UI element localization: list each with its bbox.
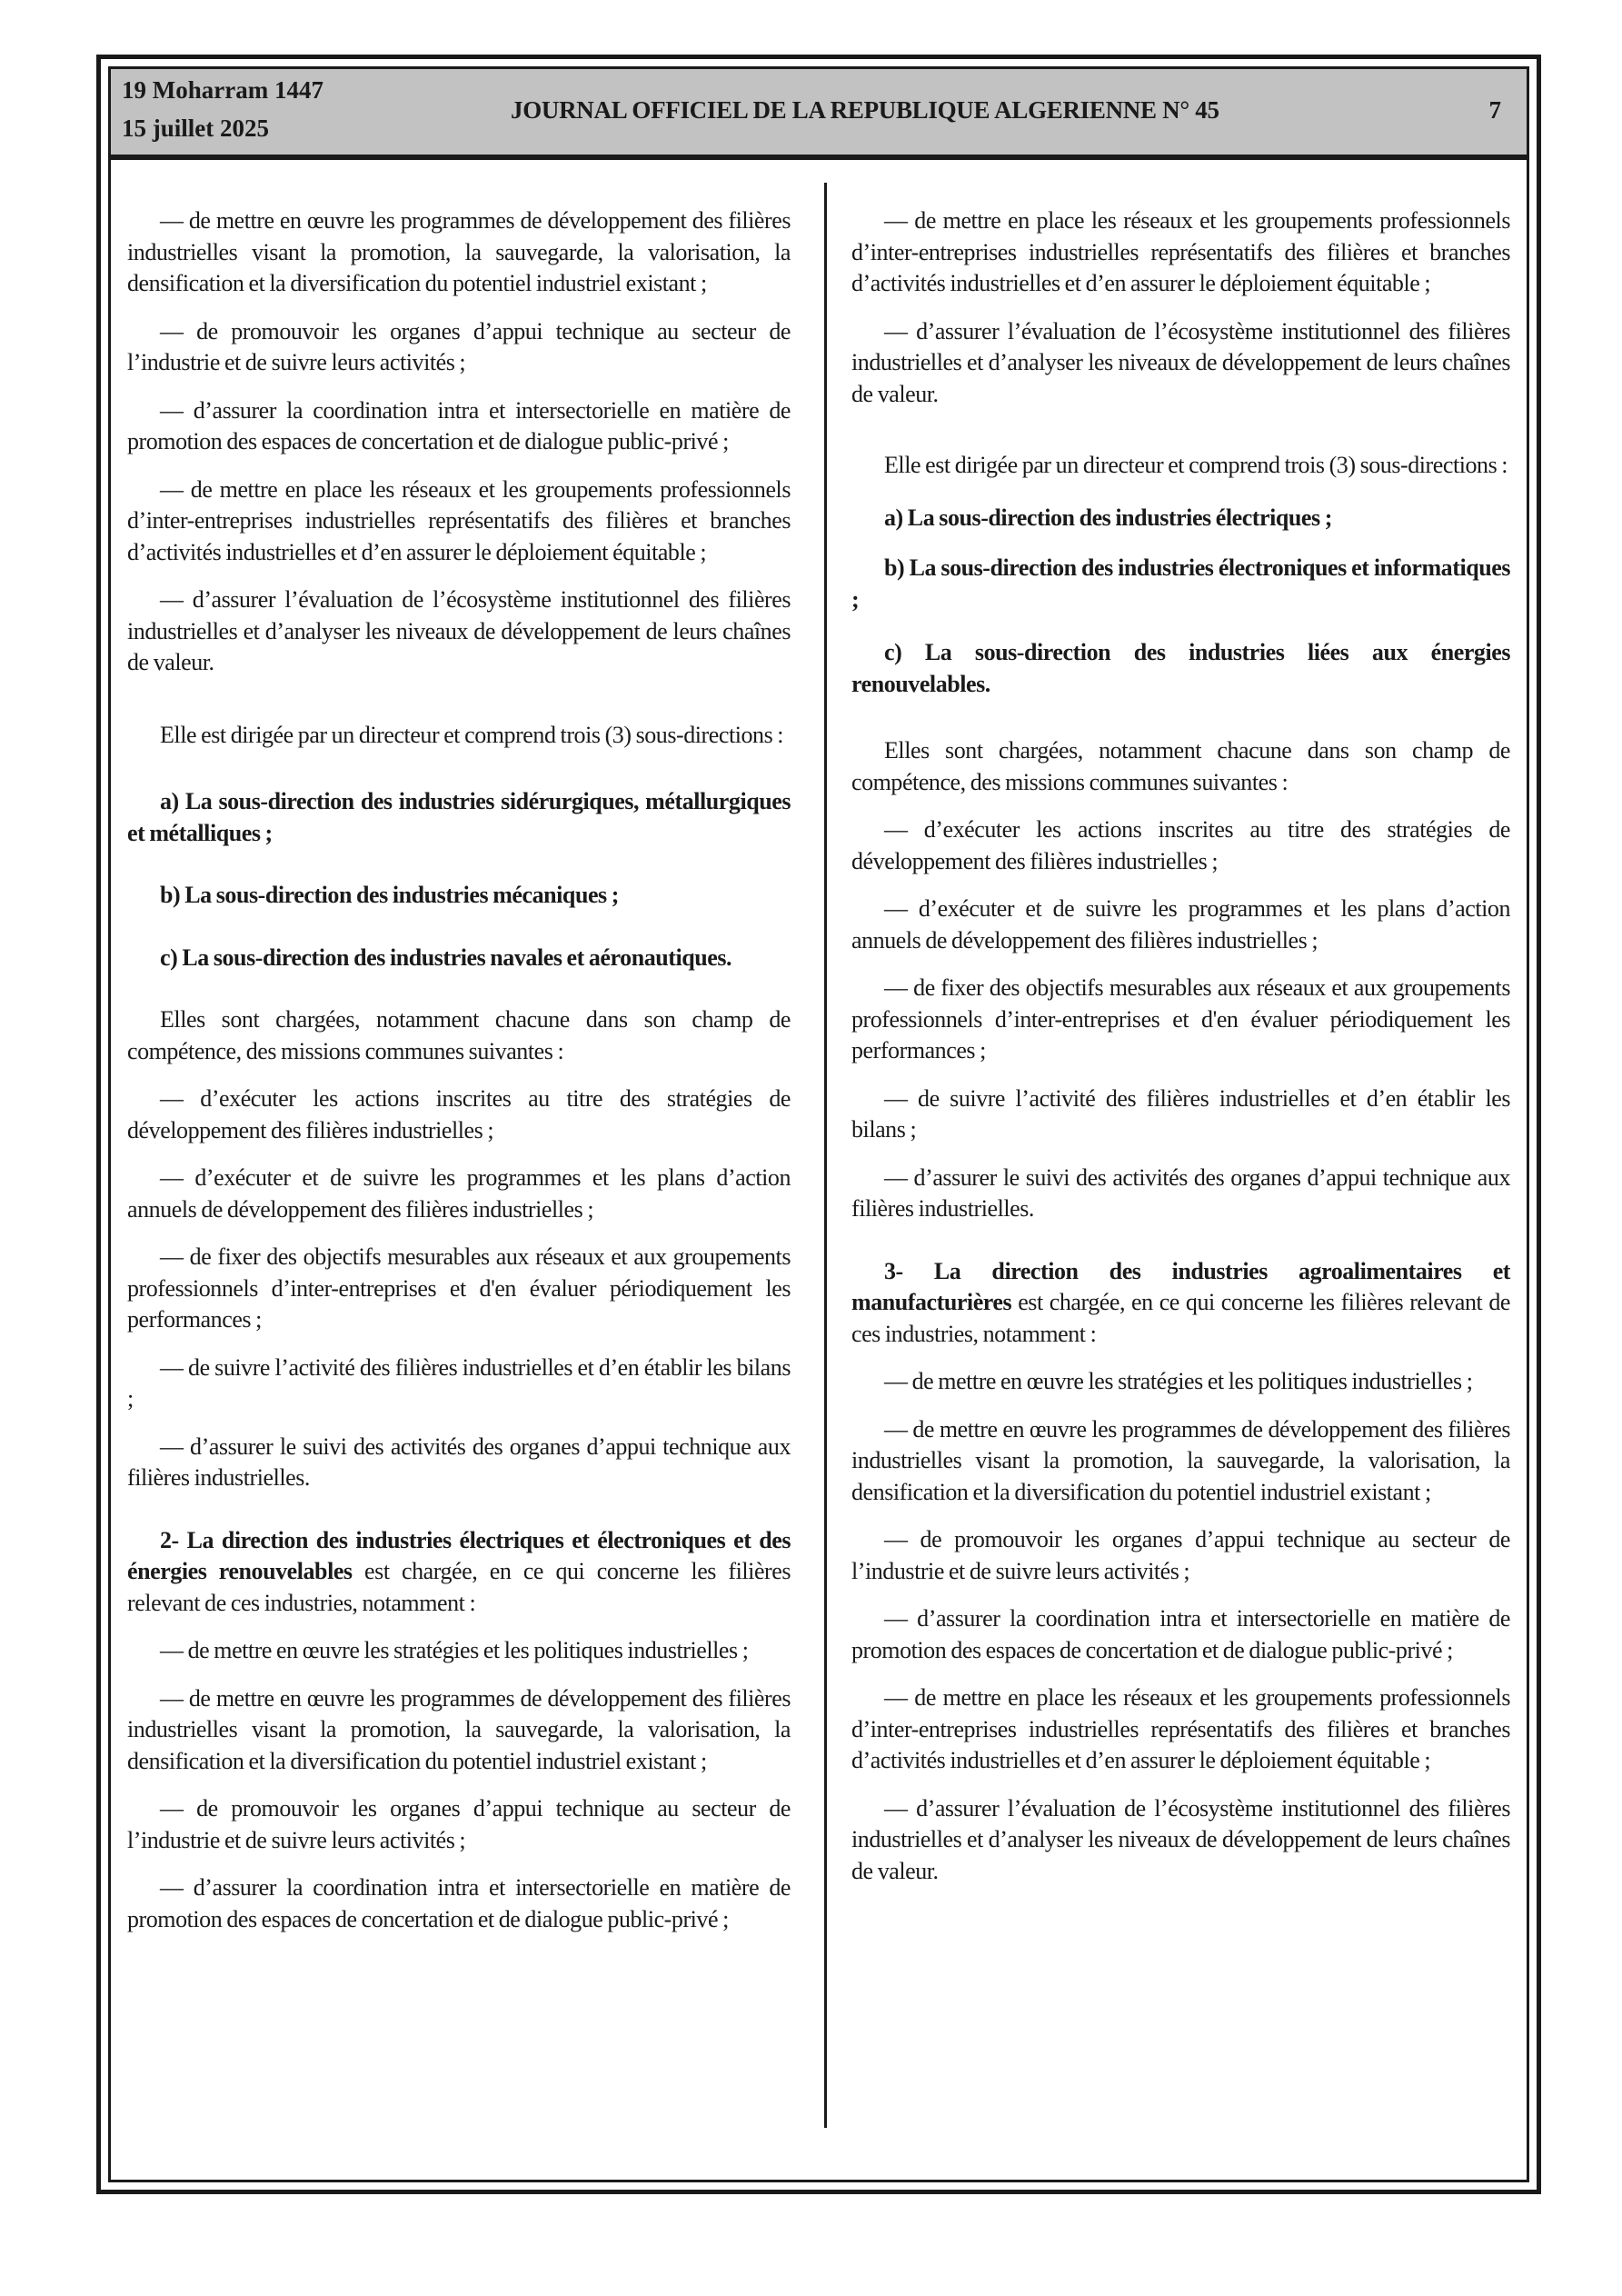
column-divider [824,183,827,2128]
paragraph [851,1414,1510,1509]
paragraph [127,1793,791,1856]
bold-heading: b) La sous-direction des industries mécaniques ; [160,882,619,908]
paragraph-text: — d’assurer le suivi des activités des organes d’appui technique aux filières industrielles. [127,1433,791,1491]
paragraph [127,316,791,379]
paragraph-text: — d’assurer le suivi des activités des organes d’appui technique aux filières industrielles. [851,1163,1510,1222]
paragraph [127,584,791,679]
paragraph [851,1603,1510,1666]
paragraph [851,1524,1510,1587]
paragraph-text: — d’assurer la coordination intra et intersectorielle en matière de promotion des espaces de concertation et de dialogue public-privé ; [127,1874,791,1932]
paragraph-text: — de suivre l’activité des filières industrielles et d’en établir les bilans ; [851,1084,1510,1143]
paragraph [127,1163,791,1225]
paragraph [851,735,1510,798]
paragraph [851,205,1510,300]
paragraph [127,1525,791,1620]
paragraph [127,943,791,974]
paragraph-text: — de promouvoir les organes d’appui technique au secteur de l’industrie et de suivre leurs activités ; [127,1795,791,1853]
paragraph-text: Elles sont chargées, notamment chacune dans son champ de compétence, des missions communes suivantes : [851,737,1510,795]
paragraph [851,503,1510,534]
paragraph [127,1872,791,1935]
left-column [127,205,791,1935]
paragraph-text: — de mettre en place les réseaux et les groupements professionnels d’inter-entreprises industrielles représentatifs des filières et branches d’activités industrielles et d’en assurer le déploiement équitable ; [851,1684,1510,1773]
bold-heading: a) La sous-direction des industries électriques ; [884,504,1332,531]
paragraph-text: Elle est dirigée par un directeur et comprend trois (3) sous-directions : [160,721,784,748]
paragraph [127,474,791,569]
paragraph [127,1683,791,1778]
bold-heading: 3- La direction des industries agroalimentaires et manufacturières [851,1257,1510,1315]
paragraph [851,1083,1510,1146]
right-column [851,205,1510,1887]
paragraph [851,814,1510,877]
hijri-date: 19 Moharram 1447 [122,76,323,104]
paragraph-text: — d’assurer l’évaluation de l’écosystème institutionnel des filières industrielles et d’analyser les niveaux de développement de leurs chaînes de valeur. [127,586,791,675]
paragraph [851,1366,1510,1398]
paragraph-text: est chargée, en ce qui concerne les filières relevant de ces industries, notamment : [851,1289,1510,1347]
paragraph-text: — d’assurer la coordination intra et intersectorielle en matière de promotion des espaces de concertation et de dialogue public-privé ; [851,1605,1510,1663]
paragraph [851,1256,1510,1351]
paragraph [127,1353,791,1415]
paragraph-text: — de promouvoir les organes d’appui technique au secteur de l’industrie et de suivre leurs activités ; [851,1526,1510,1584]
paragraph-text: — d’assurer la coordination intra et intersectorielle en matière de promotion des espaces de concertation et de dialogue public-privé ; [127,396,791,454]
paragraph-text: — de mettre en place les réseaux et les groupements professionnels d’inter-entreprises industrielles représentatifs des filières et branches d’activités industrielles et d’en assurer le déploiement équitable ; [127,475,791,565]
paragraph-text: — de fixer des objectifs mesurables aux réseaux et aux groupements professionnels d’inter-entreprises et d'en évaluer périodiquement les performances ; [851,974,1510,1063]
paragraph-text: — de mettre en œuvre les programmes de développement des filières industrielles visant la promotion, la sauvegarde, la valorisation, la densification et la diversification du potentiel industriel existant ; [127,207,791,296]
bold-heading: c) La sous-direction des industries navales et aéronautiques. [160,943,732,971]
bold-heading: c) La sous-direction des industries liées aux énergies renouvelables. [851,639,1510,697]
paragraph [851,1682,1510,1777]
paragraph-text: — de mettre en place les réseaux et les groupements professionnels d’inter-entreprises industrielles représentatifs des filières et branches d’activités industrielles et d’en assurer le déploiement équitable ; [851,207,1510,296]
paragraph [851,893,1510,956]
paragraph [127,1242,791,1336]
paragraph [127,205,791,300]
paragraph [127,395,791,458]
bold-heading: 2- La direction des industries électriques et électroniques et des énergies renouvelables [127,1526,791,1584]
paragraph-text: — de mettre en œuvre les stratégies et les politiques industrielles ; [884,1368,1473,1394]
paragraph [851,553,1510,615]
paragraph-text: — d’assurer l’évaluation de l’écosystème institutionnel des filières industrielles et d’analyser les niveaux de développement de leurs chaînes de valeur. [851,317,1510,407]
paragraph [851,316,1510,411]
paragraph [851,450,1510,482]
paragraph-text: — d’exécuter les actions inscrites au titre des stratégies de développement des filières industrielles ; [851,816,1510,874]
paragraph-text: — de mettre en œuvre les programmes de développement des filières industrielles visant la promotion, la sauvegarde, la valorisation, la densification et la diversification du potentiel industriel existant ; [127,1684,791,1774]
paragraph-text: — de mettre en œuvre les programmes de développement des filières industrielles visant la promotion, la sauvegarde, la valorisation, la densification et la diversification du potentiel industriel existant ; [851,1415,1510,1505]
paragraph [127,1004,791,1067]
bold-heading: b) La sous-direction des industries électroniques et informatiques ; [851,554,1510,613]
paragraph-text: est chargée, en ce qui concerne les filières relevant de ces industries, notamment : [127,1558,791,1616]
paragraph [851,1163,1510,1225]
paragraph-text: — d’exécuter les actions inscrites au titre des stratégies de développement des filières industrielles ; [127,1085,791,1143]
paragraph [127,880,791,912]
paragraph [127,1083,791,1146]
journal-header [111,69,1527,160]
gregorian-date: 15 juillet 2025 [122,115,269,142]
paragraph-text: — d’exécuter et de suivre les programmes et les plans d’action annuels de développement des filières industrielles ; [127,1164,791,1223]
bold-heading: a) La sous-direction des industries sidérurgiques, métallurgiques et métalliques ; [127,788,791,846]
paragraph [851,637,1510,700]
paragraph-text: — de promouvoir les organes d’appui technique au secteur de l’industrie et de suivre leurs activités ; [127,317,791,375]
paragraph-text: Elles sont chargées, notamment chacune dans son champ de compétence, des missions communes suivantes : [127,1006,791,1064]
page-inner-frame [108,66,1529,2182]
page-number: 7 [1488,96,1501,124]
paragraph-text: — de mettre en œuvre les stratégies et les politiques industrielles ; [160,1637,749,1663]
paragraph [127,786,791,849]
paragraph-text: — d’exécuter et de suivre les programmes et les plans d’action annuels de développement des filières industrielles ; [851,895,1510,953]
paragraph [851,973,1510,1067]
paragraph [851,1793,1510,1888]
paragraph-text: — de suivre l’activité des filières industrielles et d’en établir les bilans ; [127,1353,791,1412]
paragraph [127,720,791,752]
paragraph [127,1635,791,1667]
page-frame [96,55,1541,2194]
journal-title: JOURNAL OFFICIEL DE LA REPUBLIQUE ALGERIENNE N° 45 [511,96,1219,124]
paragraph-text: — d’assurer l’évaluation de l’écosystème institutionnel des filières industrielles et d’analyser les niveaux de développement de leurs chaînes de valeur. [851,1794,1510,1884]
paragraph-text: — de fixer des objectifs mesurables aux réseaux et aux groupements professionnels d’inter-entreprises et d'en évaluer périodiquement les performances ; [127,1243,791,1333]
paragraph [127,1432,791,1494]
paragraph-text: Elle est dirigée par un directeur et comprend trois (3) sous-directions : [884,452,1508,478]
